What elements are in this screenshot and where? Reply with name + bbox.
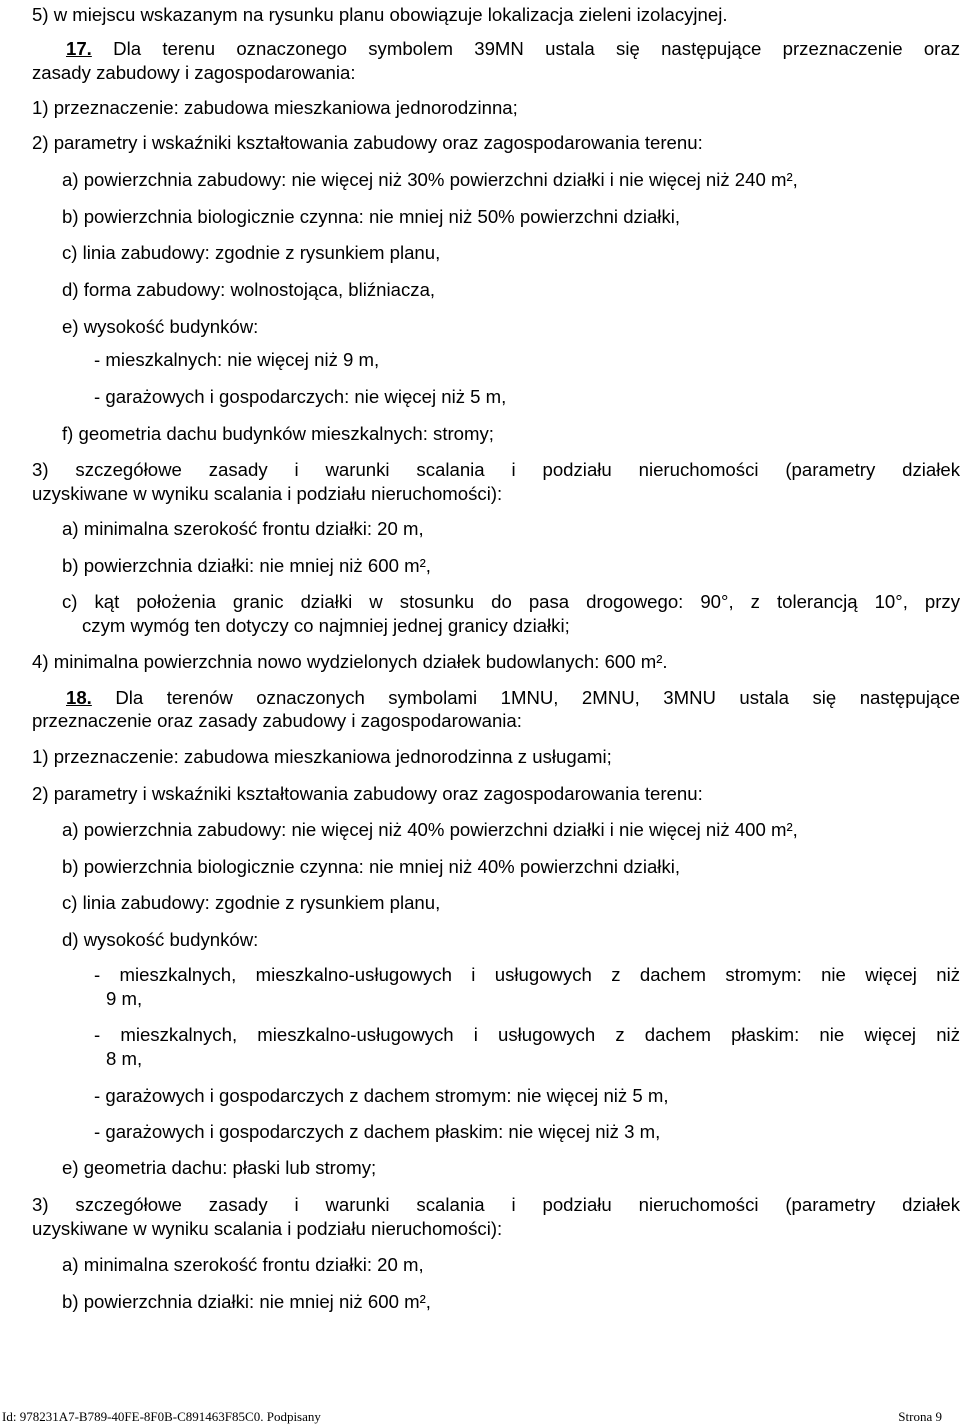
text-line: - mieszkalnych, mieszkalno-usługowych i usługowych z dachem płaskim: nie więcej niż (94, 1024, 960, 1045)
text-line: a) minimalna szerokość frontu działki: 20 m, (62, 518, 424, 539)
text-line: a) powierzchnia zabudowy: nie więcej niż 30% powierzchni działki i nie więcej niż 240 m², (62, 169, 798, 190)
text-line: e) wysokość budynków: (62, 316, 259, 337)
text-line: b) powierzchnia działki: nie mniej niż 600 m², (62, 555, 431, 576)
text-line: - garażowych i gospodarczych z dachem płaskim: nie więcej niż 3 m, (94, 1121, 661, 1142)
text-line: - garażowych i gospodarczych z dachem stromym: nie więcej niż 5 m, (94, 1085, 669, 1106)
text-line: f) geometria dachu budynków mieszkalnych: stromy; (62, 423, 494, 444)
text-line: b) powierzchnia biologicznie czynna: nie mniej niż 50% powierzchni działki, (62, 206, 681, 227)
text-line: 1) przeznaczenie: zabudowa mieszkaniowa jednorodzinna z usługami; (32, 746, 612, 767)
text-line: 3) szczegółowe zasady i warunki scalania i podziału nieruchomości (parametry działek (32, 459, 960, 480)
section-17-intro: Dla terenu oznaczonego symbolem 39MN ustala się następujące przeznaczenie oraz (113, 38, 960, 59)
text-line: uzyskiwane w wyniku scalania i podziału nieruchomości): (32, 483, 503, 504)
text-line: 3) szczegółowe zasady i warunki scalania i podziału nieruchomości (parametry działek (32, 1194, 960, 1215)
text-line: przeznaczenie oraz zasady zabudowy i zagospodarowania: (32, 710, 522, 731)
text-line: e) geometria dachu: płaski lub stromy; (62, 1157, 377, 1178)
text-line: - mieszkalnych: nie więcej niż 9 m, (94, 349, 380, 370)
text-line: d) forma zabudowy: wolnostojąca, bliźniacza, (62, 279, 436, 300)
section-18-heading (32, 687, 960, 709)
text-line: c) linia zabudowy: zgodnie z rysunkiem planu, (62, 242, 441, 263)
text-line: uzyskiwane w wyniku scalania i podziału nieruchomości): (32, 1218, 503, 1239)
text-line: czym wymóg ten dotyczy co najmniej jednej granicy działki; (82, 615, 570, 636)
section-18-number: 18. (66, 687, 92, 708)
text-line: b) powierzchnia działki: nie mniej niż 600 m², (62, 1291, 431, 1312)
text-line: a) powierzchnia zabudowy: nie więcej niż 40% powierzchni działki i nie więcej niż 400 m², (62, 819, 798, 840)
text-line: 1) przeznaczenie: zabudowa mieszkaniowa jednorodzinna; (32, 97, 518, 118)
footer-page-number: Strona 9 (898, 1409, 942, 1424)
text-line: c) linia zabudowy: zgodnie z rysunkiem planu, (62, 892, 441, 913)
text-line: - mieszkalnych, mieszkalno-usługowych i usługowych z dachem stromym: nie więcej niż (94, 964, 960, 985)
text-line: a) minimalna szerokość frontu działki: 20 m, (62, 1254, 424, 1275)
text-line: 2) parametry i wskaźniki kształtowania zabudowy oraz zagospodarowania terenu: (32, 783, 703, 804)
text-line: zasady zabudowy i zagospodarowania: (32, 62, 356, 83)
text-line: 8 m, (106, 1048, 143, 1069)
text-line: 4) minimalna powierzchnia nowo wydzielonych działek budowlanych: 600 m². (32, 651, 668, 672)
section-17-heading (32, 38, 960, 60)
text-line: c) kąt położenia granic działki w stosunku do pasa drogowego: 90°, z tolerancją 10°, przy (62, 591, 960, 612)
text-line: 9 m, (106, 988, 143, 1009)
section-17-number: 17. (66, 38, 92, 59)
footer-document-id: Id: 978231A7-B789-40FE-8F0B-C891463F85C0. Podpisany (2, 1409, 321, 1424)
text-line: d) wysokość budynków: (62, 929, 259, 950)
text-line: - garażowych i gospodarczych: nie więcej niż 5 m, (94, 386, 507, 407)
text-line: 2) parametry i wskaźniki kształtowania zabudowy oraz zagospodarowania terenu: (32, 132, 703, 153)
text-line: b) powierzchnia biologicznie czynna: nie mniej niż 40% powierzchni działki, (62, 856, 681, 877)
text-line: 5) w miejscu wskazanym na rysunku planu obowiązuje lokalizacja zieleni izolacyjnej. (32, 4, 728, 25)
section-18-intro: Dla terenów oznaczonych symbolami 1MNU, 2MNU, 3MNU ustala się następujące (115, 687, 960, 708)
